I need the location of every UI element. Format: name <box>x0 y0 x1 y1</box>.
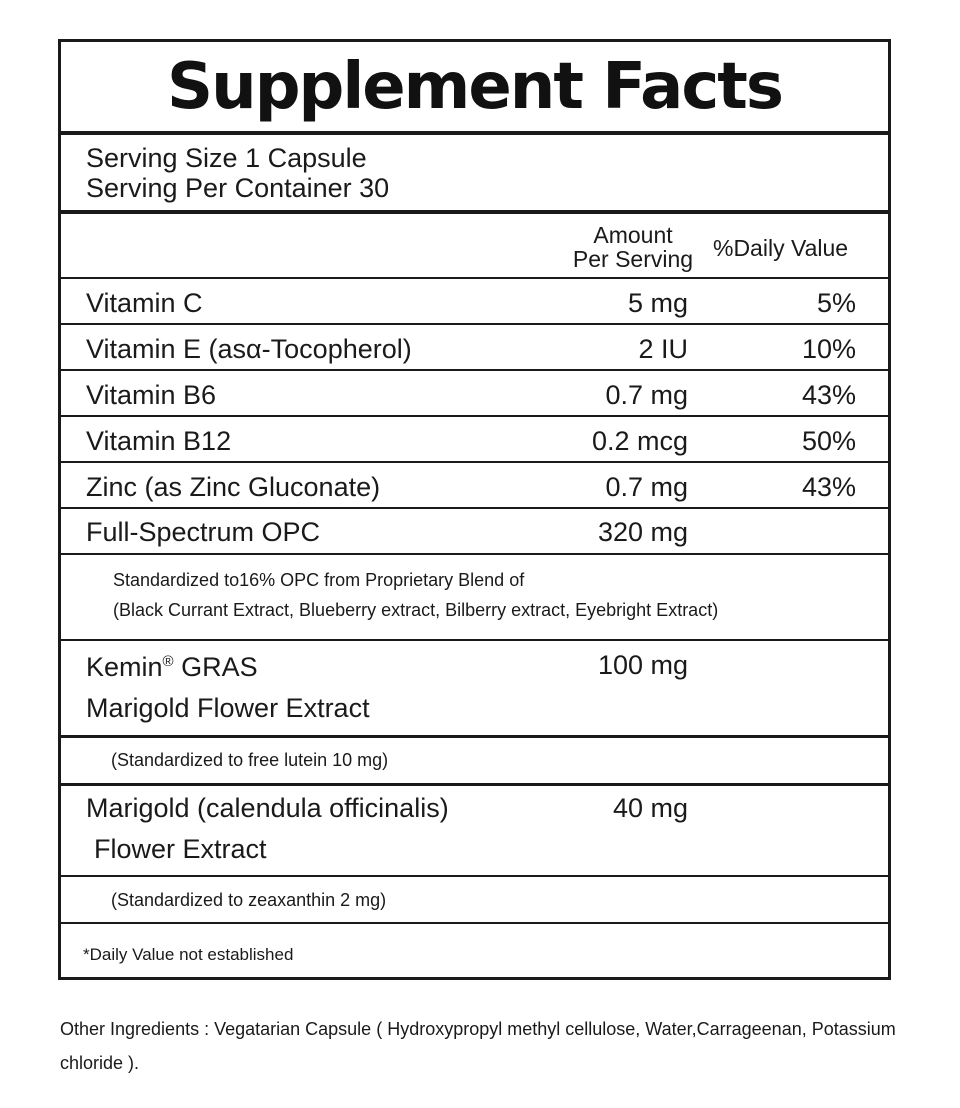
divider <box>61 735 888 738</box>
divider <box>61 277 888 279</box>
nutrient-name: Vitamin B12 <box>86 426 232 456</box>
panel-title: Supplement Facts <box>167 50 782 124</box>
ingredient-name: Full-Spectrum OPC <box>86 517 321 547</box>
daily-value-header: %Daily Value <box>713 235 849 261</box>
divider <box>61 507 888 509</box>
other-ingredients: Other Ingredients : Vegatarian Capsule ( Hydroxypropyl methyl cellulose, Water,Carrageenan, Potassium chloride ). <box>60 1019 896 1073</box>
nutrient-daily-value: 10% <box>801 334 856 364</box>
ingredient-name-line2: Marigold Flower Extract <box>86 693 370 723</box>
divider <box>61 369 888 371</box>
nutrient-name: Zinc (as Zinc Gluconate) <box>86 472 381 502</box>
supplement-facts-panel <box>58 39 891 980</box>
divider <box>61 553 888 555</box>
ingredient-amount: 100 mg <box>597 650 688 680</box>
nutrient-daily-value: 5% <box>816 288 856 318</box>
ingredient-note: (Standardized to free lutein 10 mg) <box>111 750 389 770</box>
ingredient-name-line2: Flower Extract <box>94 834 267 864</box>
amount-header-line2: Per Serving <box>572 246 694 272</box>
divider <box>61 922 888 924</box>
divider <box>61 639 888 641</box>
ingredient-name: Kemin® GRAS <box>86 652 258 682</box>
divider <box>61 875 888 877</box>
nutrient-daily-value: 50% <box>801 426 856 456</box>
nutrient-amount: 0.7 mg <box>605 380 688 410</box>
nutrient-amount: 0.2 mcg <box>591 426 688 456</box>
divider <box>61 415 888 417</box>
serving-size: Serving Size 1 Capsule <box>86 143 367 173</box>
divider <box>61 783 888 786</box>
nutrient-name: Vitamin E (asα-Tocopherol) <box>86 334 412 364</box>
footnote: *Daily Value not established <box>83 945 294 964</box>
divider <box>61 461 888 463</box>
nutrient-amount: 0.7 mg <box>605 472 688 502</box>
ingredient-note: Standardized to16% OPC from Proprietary Blend of <box>113 570 525 590</box>
nutrient-amount: 2 IU <box>638 334 688 364</box>
nutrient-name: Vitamin C <box>86 288 203 318</box>
nutrient-amount: 5 mg <box>627 288 688 318</box>
nutrient-name: Vitamin B6 <box>86 380 217 410</box>
divider-thick <box>61 131 888 135</box>
ingredient-note: (Black Currant Extract, Blueberry extract, Bilberry extract, Eyebright Extract) <box>113 600 719 620</box>
ingredient-amount: 320 mg <box>597 517 688 547</box>
divider-thick <box>61 210 888 214</box>
ingredient-name: Marigold (calendula officinalis) <box>86 793 449 823</box>
nutrient-daily-value: 43% <box>801 380 856 410</box>
divider <box>61 323 888 325</box>
amount-header-line1: Amount <box>593 222 673 248</box>
ingredient-note: (Standardized to zeaxanthin 2 mg) <box>111 890 387 910</box>
nutrient-daily-value: 43% <box>801 472 856 502</box>
ingredient-amount: 40 mg <box>612 793 688 823</box>
servings-per-container: Serving Per Container 30 <box>86 173 390 203</box>
registered-mark: ® <box>162 653 174 670</box>
